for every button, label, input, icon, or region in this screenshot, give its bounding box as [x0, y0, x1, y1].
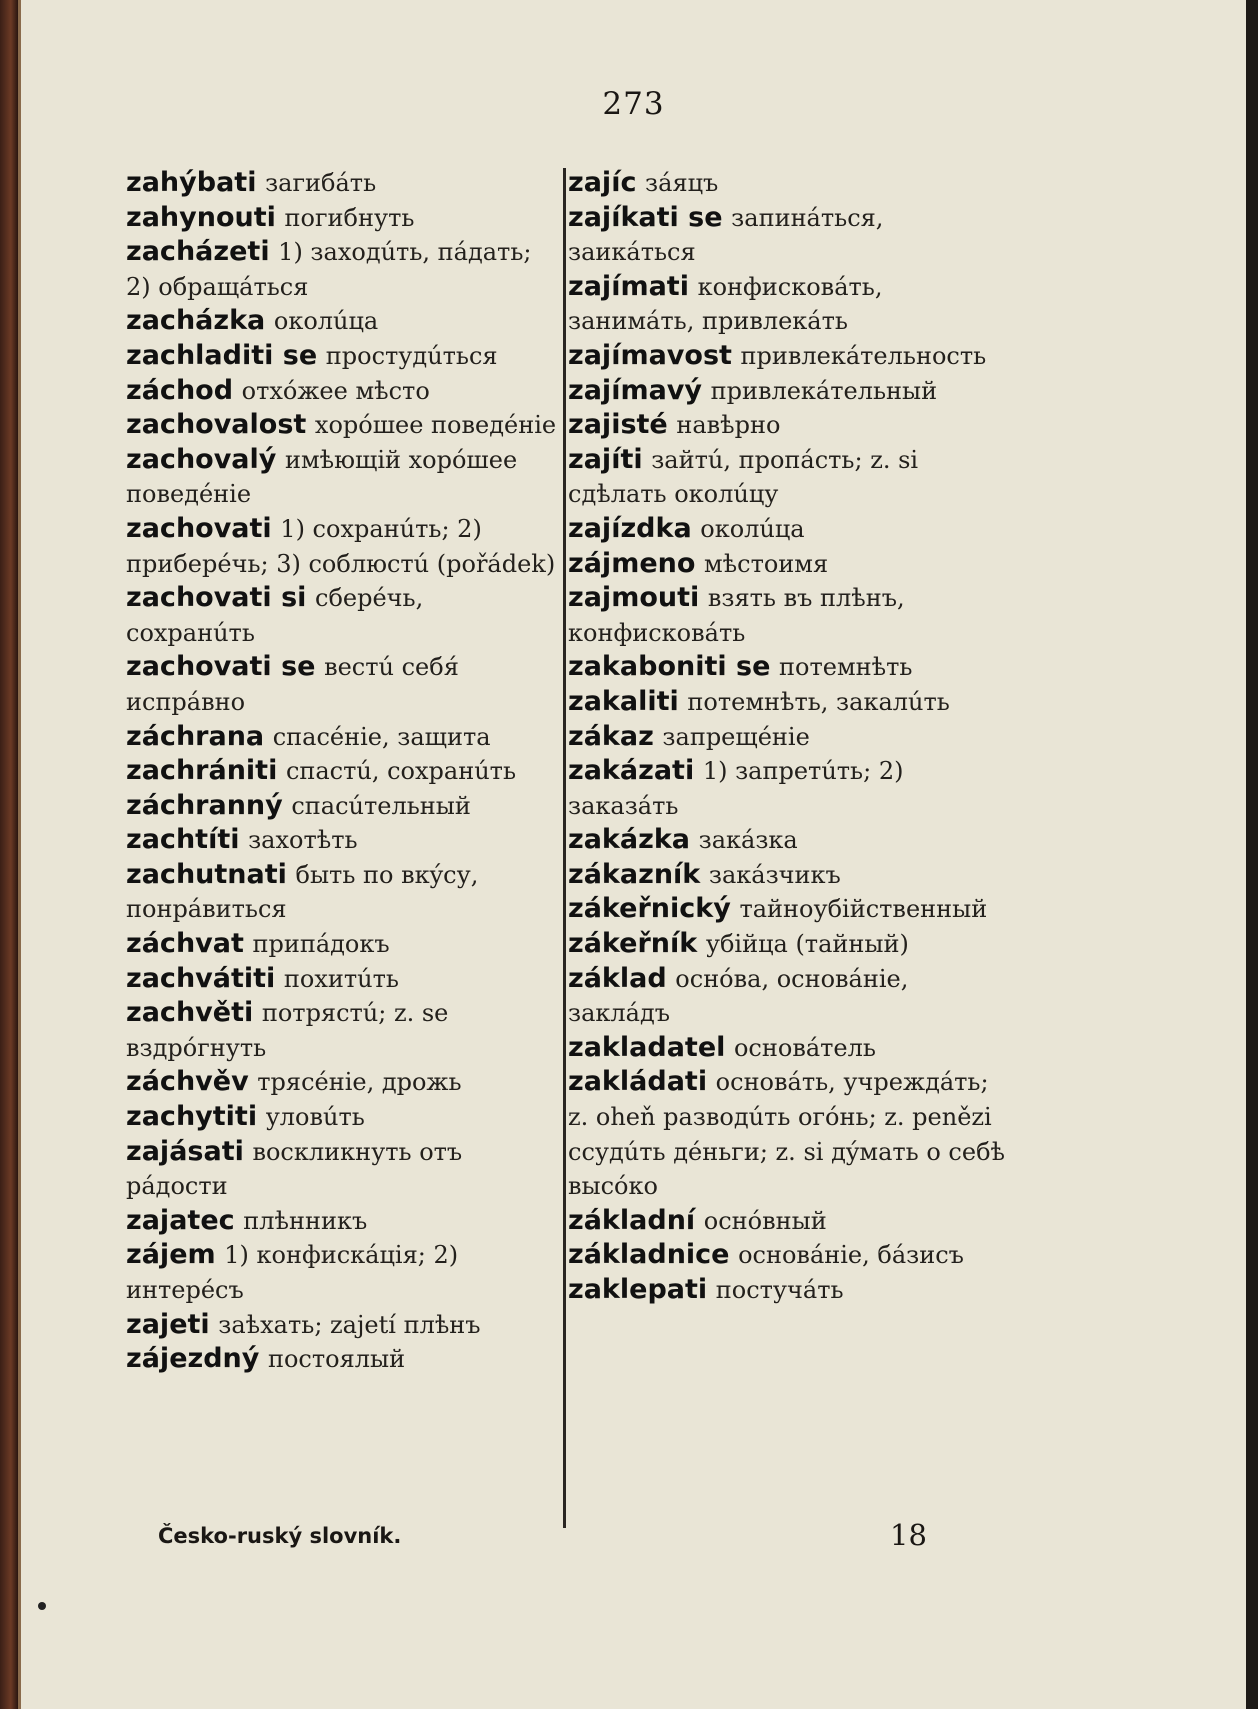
entry-translation: навѣрно [676, 411, 781, 440]
dictionary-entry [126, 339, 558, 374]
entry-headword: zákazník [568, 858, 701, 890]
dictionary-entry [126, 858, 558, 927]
entry-headword: zajímavý [568, 374, 702, 406]
entry-translation: спасéніе, защита [272, 722, 491, 751]
dictionary-entry [126, 1100, 558, 1135]
dictionary-entry [126, 235, 558, 304]
entry-headword: zachovati [126, 512, 272, 544]
entry-headword: zájezdný [126, 1343, 260, 1375]
entry-headword: zajatec [126, 1204, 235, 1236]
entry-headword: zachvátiti [126, 962, 276, 994]
dictionary-entry [126, 1065, 558, 1100]
dictionary-entry [126, 374, 558, 409]
dictionary-entry [126, 443, 558, 512]
entry-translation: запинáться, заикáться [568, 203, 884, 267]
entry-headword: zákaz [568, 720, 654, 752]
entry-translation: сберéчь, сохранúть [126, 584, 424, 647]
dictionary-entry [126, 927, 558, 962]
entry-headword: zajeti [126, 1308, 210, 1340]
entry-translation: 1) запретúть; 2) заказáть [568, 757, 904, 820]
dictionary-entry [568, 685, 1008, 720]
entry-translation: заѣхать; zajetí плѣнъ [218, 1310, 481, 1339]
entry-headword: zahynouti [126, 201, 276, 233]
dictionary-entry [126, 789, 558, 824]
entry-translation: спасúтельный [291, 791, 471, 820]
entry-headword: zachovati si [126, 582, 307, 614]
entry-headword: zájmeno [568, 547, 696, 579]
entry-translation: 1) заходúть, пáдать; 2) обращáться [126, 238, 532, 301]
dictionary-entry [126, 996, 558, 1065]
dictionary-entry [568, 962, 1008, 1031]
entry-headword: zacházeti [126, 236, 270, 268]
dictionary-entry [568, 1238, 1008, 1273]
entry-headword: zachytiti [126, 1101, 258, 1133]
right-column [568, 166, 1008, 1308]
entry-headword: záchranný [126, 789, 283, 821]
entry-translation: зáяцъ [645, 169, 719, 197]
dictionary-entry [568, 512, 1008, 547]
entry-headword: zákeřník [568, 928, 698, 960]
dictionary-entry [568, 1031, 1008, 1066]
dictionary-entry [568, 1204, 1008, 1239]
entry-headword: záchrana [126, 720, 265, 752]
entry-translation: основáтель [733, 1033, 876, 1062]
entry-headword: zachvěti [126, 997, 254, 1029]
dictionary-entry [568, 581, 1008, 650]
entry-translation: простудúться [325, 341, 498, 370]
entry-translation: оснóвный [703, 1206, 827, 1235]
dictionary-entry [568, 1273, 1008, 1308]
entry-headword: zájem [126, 1239, 216, 1271]
entry-translation: припáдокъ [252, 930, 390, 959]
entry-headword: zákeřnický [568, 893, 731, 925]
dictionary-entry [126, 823, 558, 858]
footer-title: Česko-ruský slovník. [158, 1524, 402, 1548]
page-number: 273 [602, 86, 665, 122]
entry-translation: захотѣть [248, 826, 358, 855]
entry-headword: zajíc [568, 167, 637, 198]
dictionary-entry [568, 201, 1008, 270]
ink-dot [38, 1602, 46, 1610]
entry-headword: záchvěv [126, 1066, 249, 1098]
dictionary-entry [568, 823, 1008, 858]
entry-translation: уловúть [265, 1103, 365, 1132]
dictionary-entry [126, 754, 558, 789]
entry-headword: zajisté [568, 409, 668, 441]
dictionary-entry [568, 408, 1008, 443]
dictionary-entry [126, 512, 558, 581]
entry-translation: похитúть [283, 964, 399, 993]
dictionary-entry [126, 650, 558, 719]
book-spine [0, 0, 18, 1709]
dictionary-entry [126, 201, 558, 236]
column-divider [563, 168, 566, 1528]
entry-translation: вестú себя́ испрáвно [126, 653, 459, 716]
dictionary-entry [126, 1238, 558, 1307]
entry-headword: zakázati [568, 755, 695, 787]
dictionary-entry [126, 1204, 558, 1239]
entry-headword: zakaboniti se [568, 651, 771, 683]
entry-headword: zachovati se [126, 651, 316, 683]
dictionary-entry [126, 1308, 558, 1343]
dictionary-entry [568, 270, 1008, 339]
dictionary-entry [568, 1065, 1008, 1203]
entry-translation: околúца [273, 307, 379, 336]
entry-translation: запрещéніе [662, 722, 810, 751]
entry-headword: zachovalost [126, 409, 307, 441]
entry-headword: zajímavost [568, 339, 732, 371]
entry-translation: погибнуть [284, 203, 415, 232]
entry-translation: имѣющій хорóшее поведéніе [126, 445, 518, 509]
entry-translation: закáзка [698, 826, 798, 855]
entry-translation: плѣнникъ [243, 1206, 368, 1235]
entry-translation: постоялый [267, 1345, 406, 1374]
dictionary-entry [126, 720, 558, 755]
entry-headword: základ [568, 962, 667, 994]
entry-translation: оснóва, основáніе, заклáдъ [568, 964, 909, 1028]
entry-headword: záchvat [126, 928, 244, 960]
dictionary-entry [568, 443, 1008, 512]
entry-translation: 1) сохранúть; 2) приберéчь; 3) соблюстú (pořádek) [126, 514, 556, 578]
entry-translation: загибáть [265, 169, 377, 197]
entry-translation: потемнѣть, закалúть [687, 687, 950, 716]
entry-headword: zajízdka [568, 512, 692, 544]
entry-translation: убійца (тайный) [705, 930, 909, 959]
entry-headword: zajíti [568, 443, 643, 475]
entry-translation: отхóжее мѣсто [241, 376, 430, 405]
dictionary-entry [126, 962, 558, 997]
entry-translation: потемнѣть [779, 653, 913, 682]
entry-headword: zakaliti [568, 685, 679, 717]
entry-headword: základní [568, 1204, 696, 1236]
entry-translation: тайноубійственный [739, 895, 988, 924]
entry-translation: мѣстоимя [704, 549, 829, 578]
entry-headword: zachtíti [126, 824, 240, 856]
dictionary-entry [568, 892, 1008, 927]
dictionary-entry [568, 650, 1008, 685]
entry-translation: потрястú; z. se вздрóгнуть [126, 999, 449, 1062]
footer-signature: 18 [890, 1518, 927, 1552]
entry-translation: привлекáтельный [710, 376, 938, 405]
entry-headword: zakladatel [568, 1031, 726, 1063]
entry-headword: zaklepati [568, 1274, 708, 1305]
dictionary-entry [568, 858, 1008, 893]
entry-headword: záchod [126, 374, 234, 406]
dictionary-entry [126, 1135, 558, 1204]
dictionary-entry [126, 408, 558, 443]
entry-headword: zacházka [126, 305, 266, 337]
entry-headword: zachutnati [126, 858, 287, 890]
dictionary-entry [568, 374, 1008, 409]
entry-headword: zajmouti [568, 582, 700, 614]
entry-translation: околúца [700, 514, 805, 543]
entry-headword: zakládati [568, 1066, 708, 1098]
dictionary-entry [126, 1342, 558, 1377]
dictionary-entry [568, 547, 1008, 582]
entry-translation: спастú, сохранúть [285, 757, 517, 786]
entry-translation: трясéніе, дрожь [257, 1068, 462, 1097]
entry-translation: 1) конфискáція; 2) интерéсъ [126, 1241, 459, 1304]
entry-headword: zajímati [568, 270, 689, 302]
entry-translation: быть по вкýсу, понрáвиться [126, 860, 479, 924]
dictionary-entry [126, 166, 558, 201]
entry-translation: хорóшее поведéніе [314, 411, 557, 440]
entry-headword: zahýbati [126, 167, 257, 198]
dictionary-entry [568, 720, 1008, 755]
entry-translation: основáть, учреждáть; z. oheň разводúть огóнь; z. penězi ссудúть дéньги; z. si дýмать о себѣ высóко [568, 1068, 1005, 1201]
entry-translation: зайтú, пропáсть; z. si сдѣлать околúцу [568, 445, 919, 509]
entry-headword: zachrániti [126, 755, 278, 787]
entry-headword: zakázka [568, 824, 691, 856]
entry-translation: взять въ плѣнъ, конфисковáть [568, 584, 905, 647]
dictionary-entry [568, 166, 1008, 201]
dictionary-entry [126, 304, 558, 339]
entry-translation: привлекáтельность [740, 341, 987, 370]
dictionary-entry [126, 581, 558, 650]
dictionary-entry [568, 339, 1008, 374]
entry-translation: воскликнуть отъ рáдости [126, 1137, 463, 1201]
entry-headword: základnice [568, 1239, 730, 1271]
left-column [126, 166, 558, 1377]
dictionary-entry [568, 927, 1008, 962]
dictionary-entry [568, 754, 1008, 823]
entry-headword: zajásati [126, 1135, 244, 1167]
entry-translation: основáніе, бáзисъ [738, 1241, 964, 1270]
entry-translation: конфисковáть, занимáть, привлекáть [568, 272, 883, 336]
entry-translation: закáзчикъ [708, 860, 841, 889]
entry-headword: zachovalý [126, 443, 277, 475]
entry-headword: zajíkati se [568, 201, 723, 233]
entry-translation: постучáть [715, 1276, 844, 1304]
entry-headword: zachladiti se [126, 339, 318, 371]
